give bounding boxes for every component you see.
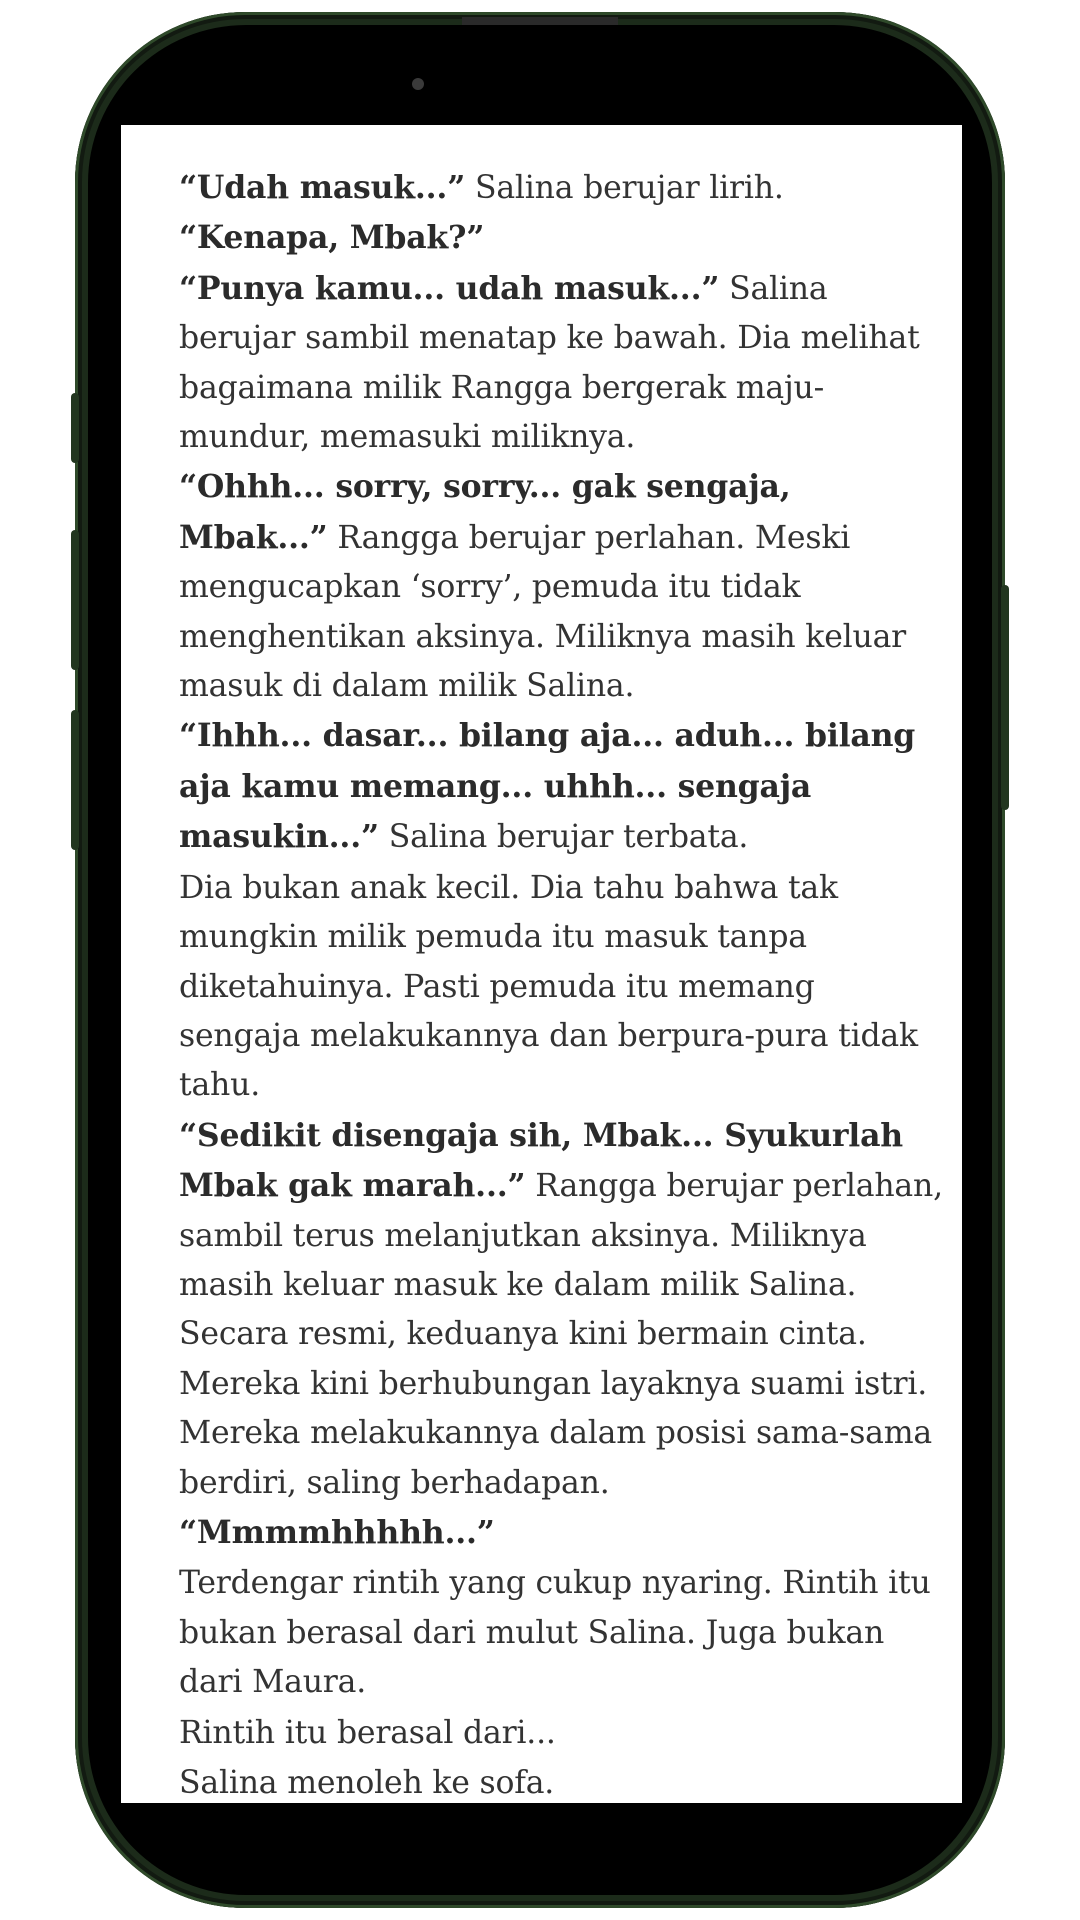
dialogue-bold: “Mmmmhhhhh...”: [179, 1513, 495, 1551]
narration: Salina berujar lirih.: [465, 170, 784, 206]
dialogue-bold: “Ohhh... sorry, sorry... gak sengaja, Mbak...”: [179, 468, 791, 556]
paragraph: [179, 711, 944, 862]
dialogue-bold: “Udah masuk...”: [179, 169, 466, 206]
narration: Rintih itu berasal dari...: [179, 1714, 556, 1751]
paragraph: [179, 1111, 944, 1508]
volume-up-button: [71, 530, 79, 670]
paragraph: [179, 264, 944, 463]
narration: Rangga berujar perlahan, sambil terus melanjutkan aksinya. Miliknya masih keluar masuk ke dalam milik Salina. Secara resmi, keduanya kini bermain cinta. Mereka kini berhubungan layaknya suami istri. Mereka melakukannya dalam posisi sama-sama berdiri, saling berhadapan.: [179, 1168, 943, 1501]
paragraph: [179, 1558, 944, 1707]
narration: Salina menoleh ke sofa.: [179, 1765, 555, 1801]
narration: Terdengar rintih yang cukup nyaring. Rintih itu bukan berasal dari mulut Salina. Juga bukan dari Maura.: [179, 1565, 931, 1701]
reader-screen[interactable]: [121, 125, 962, 1803]
notch: [365, 25, 715, 127]
narration: Salina berujar sambil menatap ke bawah. Dia melihat bagaimana milik Rangga bergerak maju-mundur, memasuki miliknya.: [179, 270, 920, 456]
paragraph: [179, 863, 944, 1111]
paragraph: [179, 1508, 944, 1558]
narration: Rangga berujar perlahan. Meski mengucapkan ‘sorry’, pemuda itu tidak menghentikan aksinya. Miliknya masih keluar masuk di dalam milik Salina.: [179, 519, 907, 705]
power-button: [1001, 585, 1009, 810]
volume-down-button: [71, 710, 79, 850]
camera-icon: [412, 78, 424, 90]
paragraph: [179, 1758, 944, 1803]
dialogue-bold: “Sedikit disengaja sih, Mbak... Syukurlah Mbak gak marah...”: [179, 1116, 903, 1205]
paragraph: [179, 1708, 944, 1758]
dialogue-bold: “Kenapa, Mbak?”: [179, 219, 485, 257]
dialogue-bold: “Punya kamu... udah masuk...”: [179, 269, 720, 307]
action-button: [71, 393, 79, 463]
paragraph: [179, 163, 944, 213]
dialogue-bold: “Ihhh... dasar... bilang aja... aduh... bilang aja kamu memang... uhhh... sengaja masukin...”: [179, 717, 916, 856]
story-text: [179, 163, 944, 1803]
narration: Dia bukan anak kecil. Dia tahu bahwa tak mungkin milik pemuda itu masuk tanpa diketahuinya. Pasti pemuda itu memang sengaja melakukannya dan berpura-pura tidak tahu.: [179, 869, 918, 1104]
paragraph: [179, 213, 944, 263]
narration: Salina berujar terbata.: [378, 819, 749, 856]
paragraph: [179, 462, 944, 711]
